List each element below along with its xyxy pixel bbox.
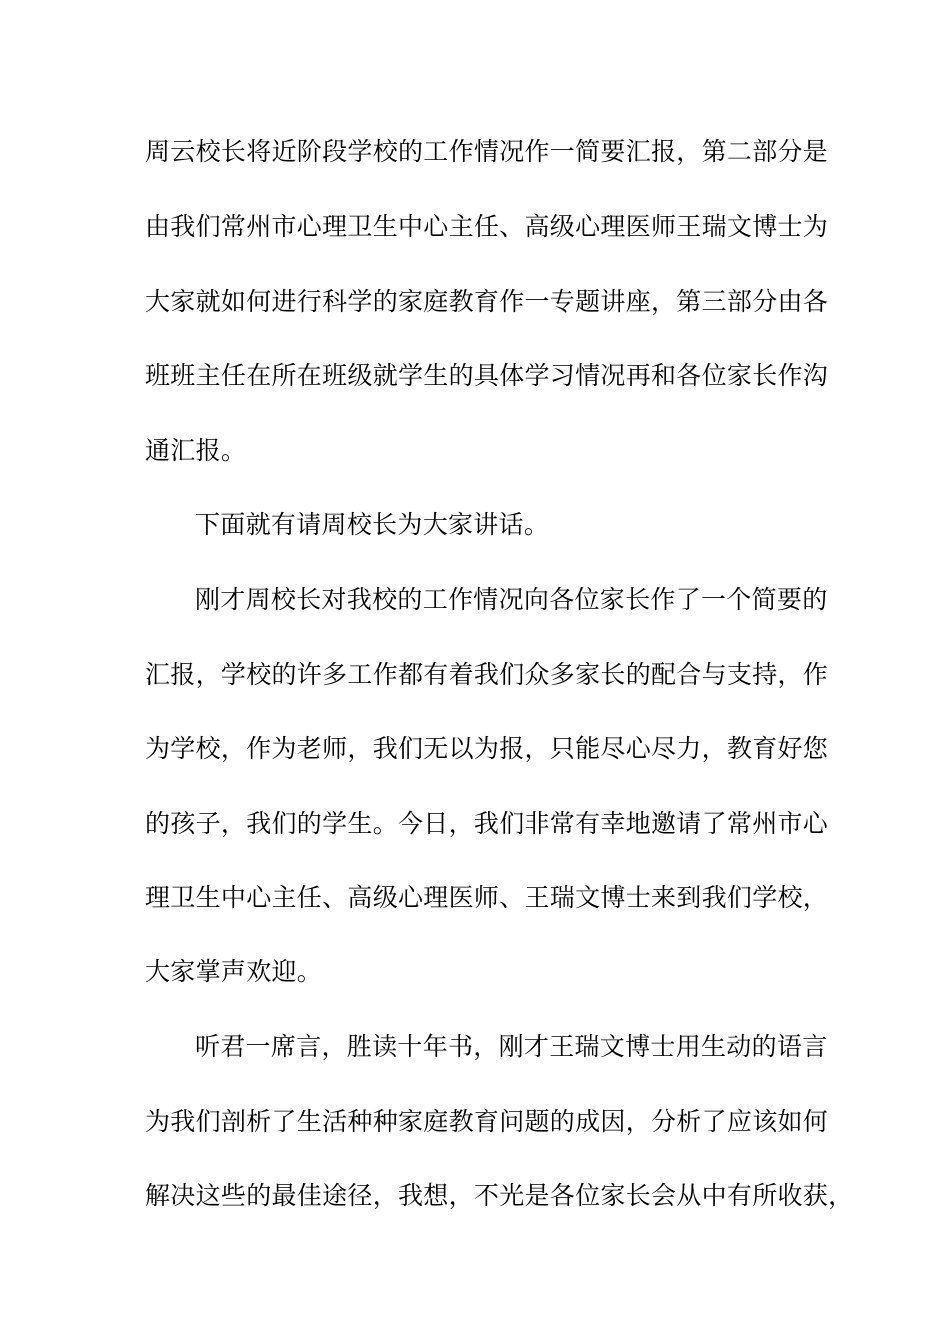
text-line: 通汇报。 xyxy=(145,436,247,465)
text-line: 汇报，学校的许多工作都有着我们众多家长的配合与支持，作 xyxy=(145,660,829,689)
text-line: 班班主任在所在班级就学生的具体学习情况再和各位家长作沟 xyxy=(145,361,829,390)
text-line: 为我们剖析了生活种种家庭教育问题的成因，分析了应该如何 xyxy=(145,1107,829,1136)
text-line: 大家就如何进行科学的家庭教育作一专题讲座，第三部分由各 xyxy=(145,287,829,316)
text-line: 周云校长将近阶段学校的工作情况作一简要汇报，第二部分是 xyxy=(145,137,829,166)
text-line: 大家掌声欢迎。 xyxy=(145,957,323,986)
paragraph-first-line: 听君一席言，胜读十年书，刚才王瑞文博士用生动的语言 xyxy=(195,1032,828,1061)
text-line: 的孩子，我们的学生。今日，我们非常有幸地邀请了常州市心 xyxy=(145,809,829,838)
paragraph-first-line: 刚才周校长对我校的工作情况向各位家长作了一个简要的 xyxy=(195,585,828,614)
text-line: 理卫生中心主任、高级心理医师、王瑞文博士来到我们学校， xyxy=(145,883,829,912)
text-line: 由我们常州市心理卫生中心主任、高级心理医师王瑞文博士为 xyxy=(145,212,829,241)
paragraph-first-line: 下面就有请周校长为大家讲话。 xyxy=(195,510,550,539)
text-line: 为学校，作为老师，我们无以为报，只能尽心尽力，教育好您 xyxy=(145,734,829,763)
text-line: 解决这些的最佳途径，我想，不光是各位家长会从中有所收获， xyxy=(145,1181,854,1210)
